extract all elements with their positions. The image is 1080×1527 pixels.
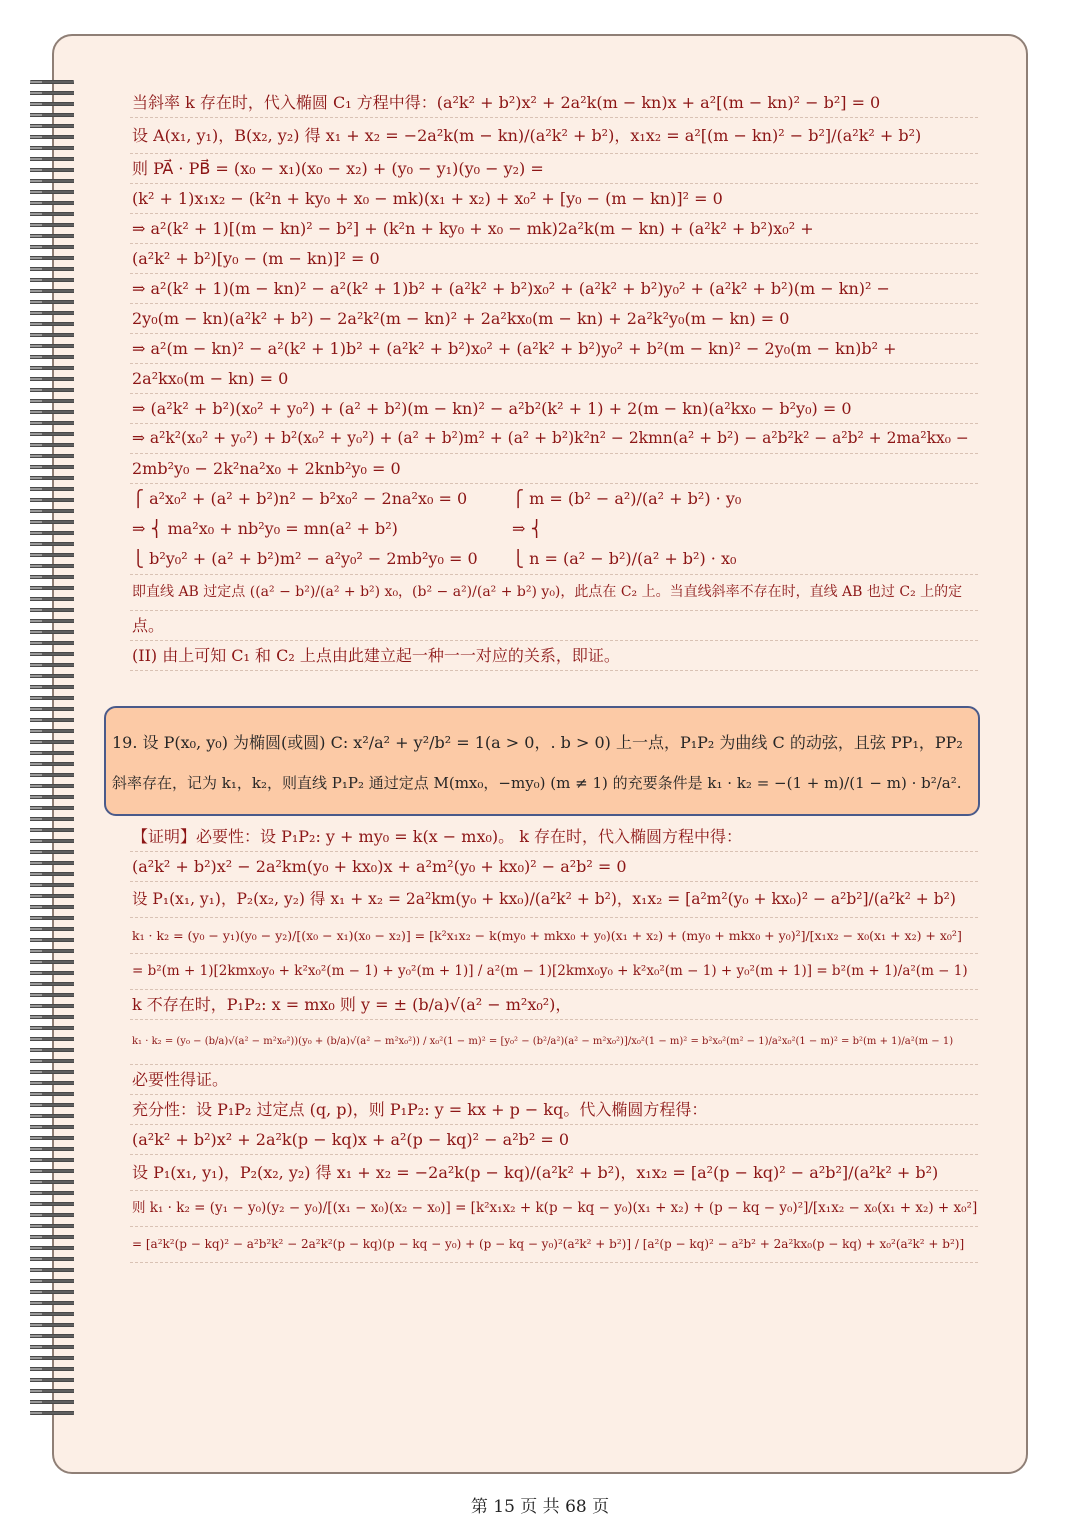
text-line: 设 A(x₁, y₁)，B(x₂, y₂) 得 x₁ + x₂ = −2a²k(m − kn)/(a²k² + b²)，x₁x₂ = a²[(m − kn)² − b²]/(a²k² + b²) (130, 118, 978, 154)
proof-section (130, 822, 978, 1263)
text-line: ⇒ a²(m − kn)² − a²(k² + 1)b² + (a²k² + b²)x₀² + (a²k² + b²)y₀² + b²(m − kn)² − 2y₀(m − kn)b² + (130, 334, 978, 364)
system-line: ⇒ ⎨ ma²x₀ + nb²y₀ = mn(a² + b²) (132, 519, 398, 538)
text-line: 充分性：设 P₁P₂ 过定点 (q, p)，则 P₁P₂: y = kx + p − kq。代入椭圆方程得： (130, 1095, 978, 1125)
text-line: 【证明】必要性：设 P₁P₂: y + my₀ = k(x − mx₀)。 k 存在时，代入椭圆方程中得： (130, 822, 978, 852)
solution-part-1 (130, 88, 978, 671)
text-line: (II) 由上可知 C₁ 和 C₂ 上点由此建立起一种一一对应的关系，即证。 (130, 641, 978, 671)
system-line: ⎧ a²x₀² + (a² + b²)n² − b²x₀² − 2na²x₀ = 0 (132, 489, 468, 508)
system-line: ⇒ ⎨ (512, 519, 543, 538)
text-line: 2mb²y₀ − 2k²na²x₀ + 2knb²y₀ = 0 (130, 454, 978, 484)
text-line: (a²k² + b²)x² + 2a²k(p − kq)x + a²(p − kq)² − a²b² = 0 (130, 1125, 978, 1155)
text-line: ⇒ a²(k² + 1)(m − kn)² − a²(k² + 1)b² + (a²k² + b²)x₀² + (a²k² + b²)y₀² + (a²k² + b²)(m − kn)² − (130, 274, 978, 304)
system-line: ⎩ n = (a² − b²)/(a² + b²) · x₀ (512, 549, 737, 568)
system-line: ⎩ b²y₀² + (a² + b²)m² − a²y₀² − 2mb²y₀ = 0 (132, 549, 478, 568)
text-line: = [a²k²(p − kq)² − a²b²k² − 2a²k²(p − kq)(p − kq − y₀) + (p − kq − y₀)²(a²k² + b²)] / [a²(p − kq)² − a²b² + 2a²kx₀(p − kq) + x₀²(a²k² + b²)] (130, 1227, 978, 1263)
system-right (490, 484, 810, 574)
system-left (130, 484, 490, 574)
text-line: ⇒ (a²k² + b²)(x₀² + y₀²) + (a² + b²)(m − kn)² − a²b²(k² + 1) + 2(m − kn)(a²kx₀ − b²y₀) = 0 (130, 394, 978, 424)
theorem-line: 斜率存在，记为 k₁，k₂，则直线 P₁P₂ 通过定点 M(mx₀，−my₀) (m ≠ 1) 的充要条件是 k₁ · k₂ = −(1 + m)/(1 − m) · b²/a². (112, 774, 962, 792)
text-line: 必要性得证。 (130, 1065, 978, 1095)
text-line: (k² + 1)x₁x₂ − (k²n + ky₀ + x₀ − mk)(x₁ + x₂) + x₀² + [y₀ − (m − kn)]² = 0 (130, 184, 978, 214)
text-line: 2y₀(m − kn)(a²k² + b²) − 2a²k²(m − kn)² + 2a²kx₀(m − kn) + 2a²k²y₀(m − kn) = 0 (130, 304, 978, 334)
text-line: k₁ · k₂ = (y₀ − y₁)(y₀ − y₂)/[(x₀ − x₁)(x₀ − x₂)] = [k²x₁x₂ − k(my₀ + mkx₀ + y₀)(x₁ + x₂) + (my₀ + mkx₀ + y₀)²]/[x₁x₂ − x₀(x₁ + x₂) + x₀²] (130, 918, 978, 954)
text-line: 当斜率 k 存在时，代入椭圆 C₁ 方程中得：(a²k² + b²)x² + 2a²k(m − kn)x + a²[(m − kn)² − b²] = 0 (130, 88, 978, 118)
text-line: k 不存在时，P₁P₂: x = mx₀ 则 y = ± (b/a)√(a² − m²x₀²)， (130, 990, 978, 1020)
text-line: ⇒ a²(k² + 1)[(m − kn)² − b²] + (k²n + ky₀ + x₀ − mk)2a²k(m − kn) + (a²k² + b²)x₀² + (130, 214, 978, 244)
page-footer: 第 15 页 共 68 页 (470, 1497, 610, 1517)
text-line: 设 P₁(x₁, y₁)，P₂(x₂, y₂) 得 x₁ + x₂ = 2a²km(y₀ + kx₀)/(a²k² + b²)，x₁x₂ = [a²m²(y₀ + kx₀)² − a²b²]/(a²k² + b²) (130, 882, 978, 918)
text-line: (a²k² + b²)x² − 2a²km(y₀ + kx₀)x + a²m²(y₀ + kx₀)² − a²b² = 0 (130, 852, 978, 882)
text-line: = b²(m + 1)[2kmx₀y₀ + k²x₀²(m − 1) + y₀²(m + 1)] / a²(m − 1)[2kmx₀y₀ + k²x₀²(m − 1) + y₀²(m + 1)] = b²(m + 1)/a²(m − 1) (130, 954, 978, 990)
text-line: 则 PA⃗ · PB⃗ = (x₀ − x₁)(x₀ − x₂) + (y₀ − y₁)(y₀ − y₂) = (130, 154, 978, 184)
text-line: 设 P₁(x₁, y₁)，P₂(x₂, y₂) 得 x₁ + x₂ = −2a²k(p − kq)/(a²k² + b²)，x₁x₂ = [a²(p − kq)² − a²b²]/(a²k² + b²) (130, 1155, 978, 1191)
text-line: 点。 (130, 611, 978, 641)
text-line: 即直线 AB 过定点 ((a² − b²)/(a² + b²) x₀，(b² − a²)/(a² + b²) y₀)，此点在 C₂ 上。当直线斜率不存在时，直线 AB 也过 C₂ 上的定 (130, 575, 978, 611)
text-line: (a²k² + b²)[y₀ − (m − kn)]² = 0 (130, 244, 978, 274)
text-line: 2a²kx₀(m − kn) = 0 (130, 364, 978, 394)
text-line: 则 k₁ · k₂ = (y₁ − y₀)(y₂ − y₀)/[(x₁ − x₀)(x₂ − x₀)] = [k²x₁x₂ + k(p − kq − y₀)(x₁ + x₂) + (p − kq − y₀)²]/[x₁x₂ − x₀(x₁ + x₂) + x₀²] (130, 1191, 978, 1227)
theorem-line: 19. 设 P(x₀, y₀) 为椭圆(或圆) C: x²/a² + y²/b² = 1(a > 0，. b > 0) 上一点，P₁P₂ 为曲线 C 的动弦，且弦 PP₁，PP₂ (112, 733, 963, 752)
text-line: k₁ · k₂ = (y₀ − (b/a)√(a² − m²x₀²))(y₀ + (b/a)√(a² − m²x₀²)) / x₀²(1 − m)² = [y₀² − (b²/a²)(a² − m²x₀²)]/x₀²(1 − m)² = b²x₀²(m² − 1)/a²x₀²(1 − m)² = b²(m + 1)/a²(m − 1) (130, 1020, 978, 1065)
text-line: ⇒ a²k²(x₀² + y₀²) + b²(x₀² + y₀²) + (a² + b²)m² + (a² + b²)k²n² − 2kmn(a² + b²) − a²b²k² − a²b² + 2ma²kx₀ − (130, 424, 978, 454)
equation-system (130, 484, 978, 575)
system-line: ⎧ m = (b² − a²)/(a² + b²) · y₀ (512, 489, 742, 508)
spiral-binding (30, 78, 74, 1418)
theorem-box (104, 706, 980, 816)
